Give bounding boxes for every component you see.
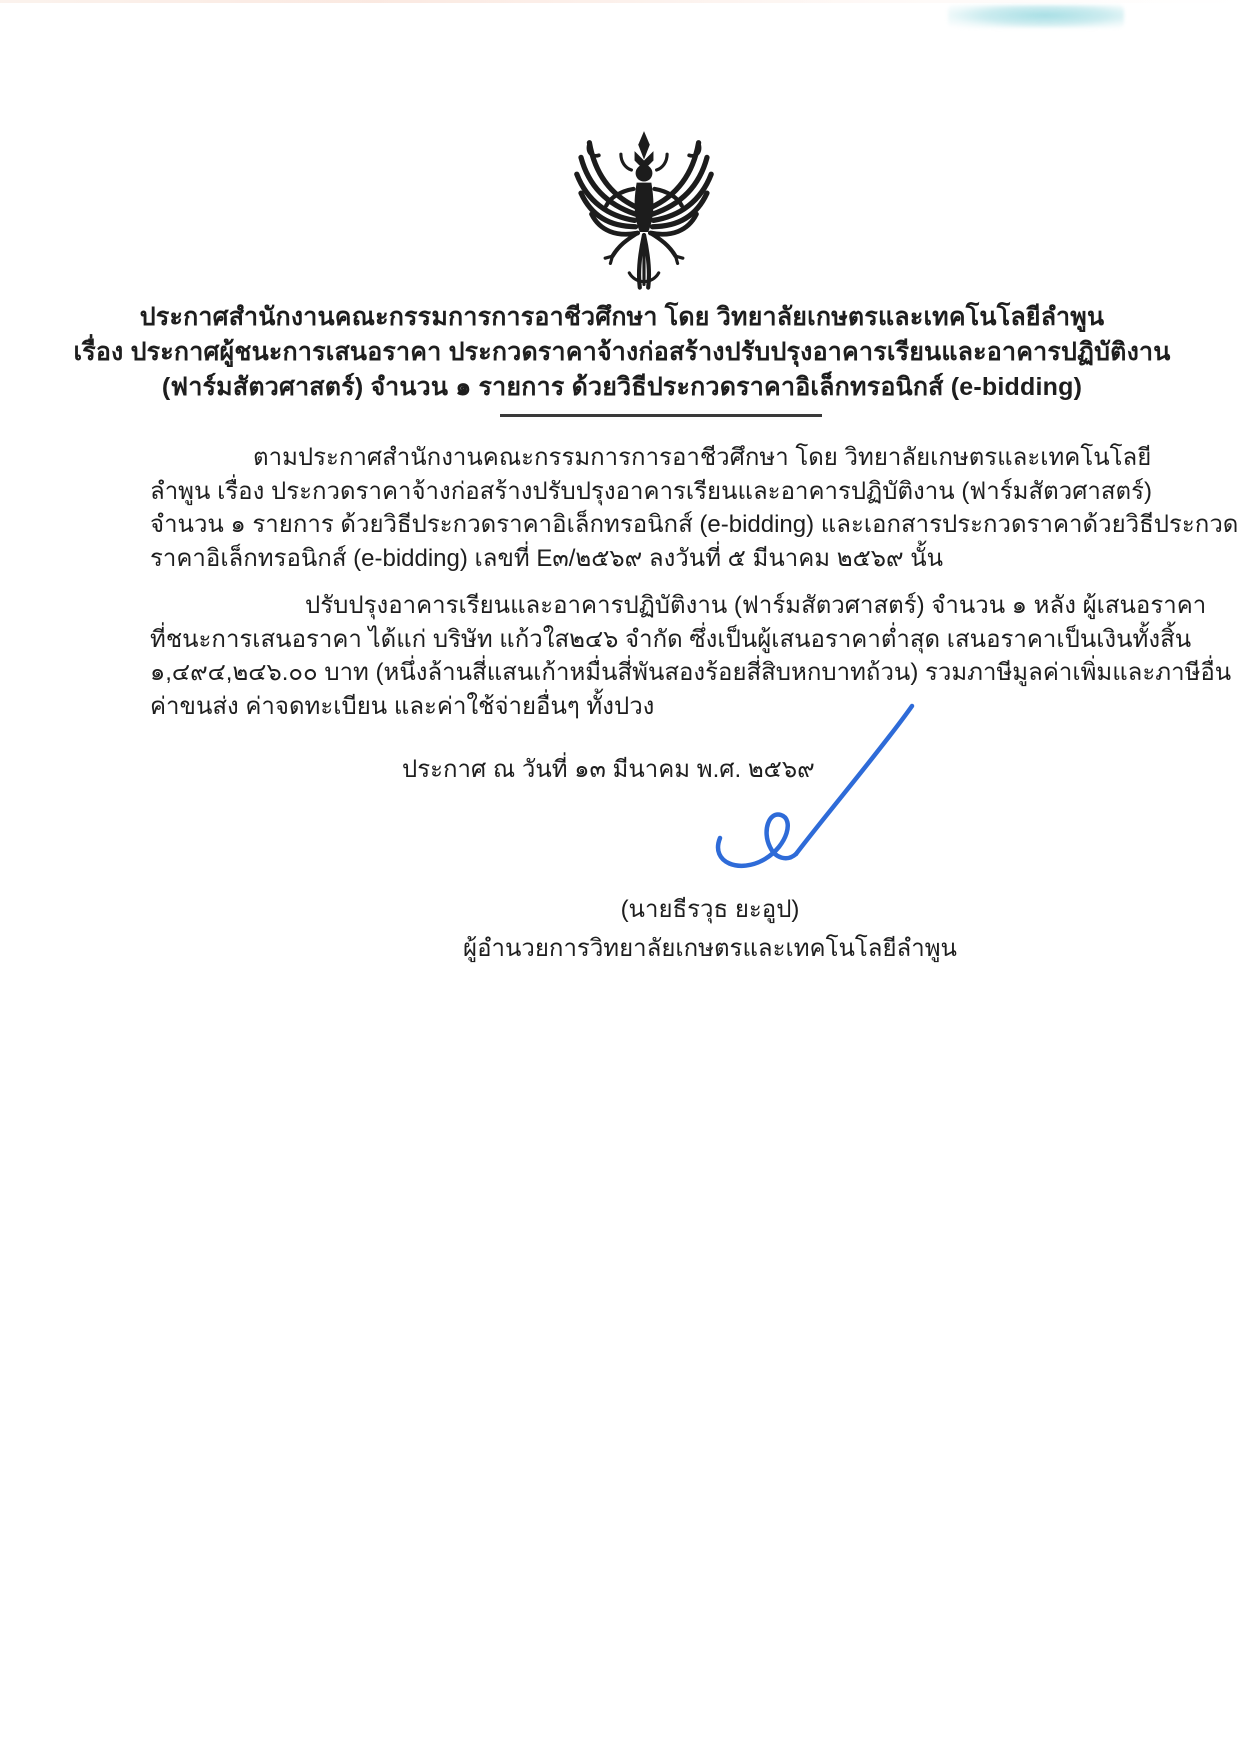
scan-smudge-artifact: [948, 5, 1124, 28]
body-line: ราคาอิเล็กทรอนิกส์ (e-bidding) เลขที่ E๓/๒๕๖๙ ลงวันที่ ๕ มีนาคม ๒๕๖๙ นั้น: [150, 544, 944, 572]
body-line: ลำพูน เรื่อง ประกวดราคาจ้างก่อสร้างปรับปรุงอาคารเรียนและอาคารปฏิบัติงาน (ฟาร์มสัตวศาสตร์): [150, 477, 1153, 505]
signatory-name: (นายธีรวุธ ยะอูป): [620, 896, 800, 923]
signatory-block: [420, 890, 1000, 968]
body-line: ๑,๔๙๔,๒๔๖.๐๐ บาท (หนึ่งล้านสี่แสนเก้าหมื่นสี่พันสองร้อยสี่สิบหกบาทถ้วน) รวมภาษีมูลค่าเพิ่มและภาษีอื่น: [150, 659, 1232, 686]
body-line: ที่ชนะการเสนอราคา ได้แก่ บริษัท แก้วใส๒๔๖ จำกัด ซึ่งเป็นผู้เสนอราคาต่ำสุด เสนอราคาเป็นเงินทั้งสิ้น: [150, 625, 1192, 653]
signature-ink: [688, 688, 920, 880]
garuda-emblem-icon: [560, 128, 728, 296]
announcement-date-line: ประกาศ ณ วันที่ ๑๓ มีนาคม พ.ศ. ๒๕๖๙: [402, 756, 815, 783]
body-line: จำนวน ๑ รายการ ด้วยวิธีประกวดราคาอิเล็กทรอนิกส์ (e-bidding) และเอกสารประกวดราคาด้วยวิธีประกวด: [150, 511, 1239, 538]
title-line-3: (ฟาร์มสัตวศาสตร์) จำนวน ๑ รายการ ด้วยวิธีประกวดราคาอิเล็กทรอนิกส์ (e-bidding): [161, 373, 1083, 401]
title-divider-rule: [500, 414, 822, 417]
announcement-title: [0, 300, 1244, 405]
title-line-2: เรื่อง ประกาศผู้ชนะการเสนอราคา ประกวดราคาจ้างก่อสร้างปรับปรุงอาคารเรียนและอาคารปฏิบัติงาน: [73, 338, 1171, 366]
body-line: ค่าขนส่ง ค่าจดทะเบียน และค่าใช้จ่ายอื่นๆ ทั้งปวง: [150, 692, 655, 720]
signatory-position: ผู้อำนวยการวิทยาลัยเกษตรและเทคโนโลยีลำพูน: [463, 935, 957, 962]
reference-paragraph: [150, 441, 1239, 575]
title-line-1: ประกาศสำนักงานคณะกรรมการการอาชีวศึกษา โดย วิทยาลัยเกษตรและเทคโนโลยีลำพูน: [139, 303, 1105, 331]
award-paragraph: [150, 589, 1232, 723]
scan-edge-artifact: [0, 0, 1244, 3]
body-line: ตามประกาศสำนักงานคณะกรรมการการอาชีวศึกษา โดย วิทยาลัยเกษตรและเทคโนโลยี: [253, 444, 1152, 471]
body-line: ปรับปรุงอาคารเรียนและอาคารปฏิบัติงาน (ฟาร์มสัตวศาสตร์) จำนวน ๑ หลัง ผู้เสนอราคา: [305, 592, 1207, 619]
